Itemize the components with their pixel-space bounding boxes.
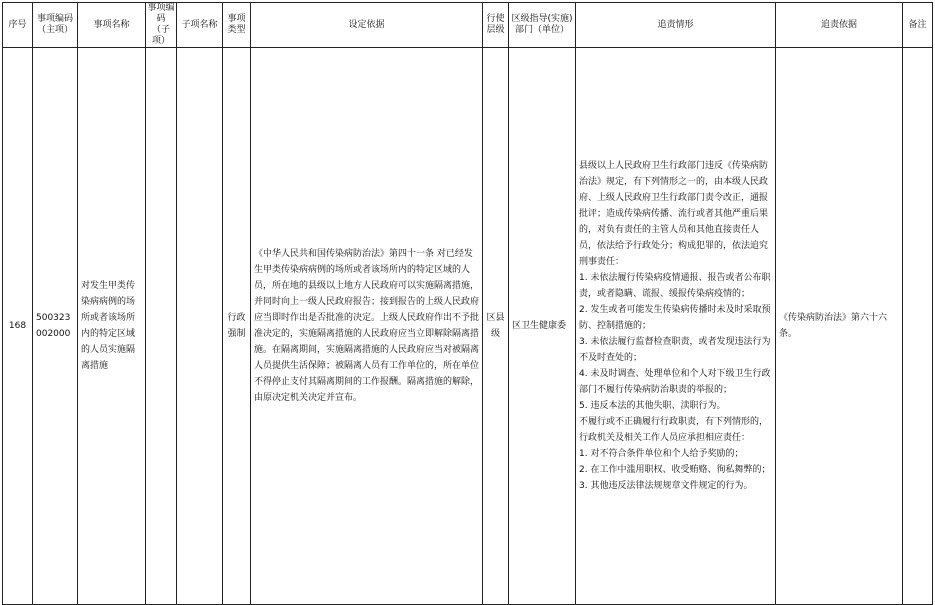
table-row [3,48,933,605]
basis-text: 《中华人民共和国传染病防治法》第四十一条 对已经发生甲类传染病病例的场所或者该场所内的特定区域的人员，所在地的县级以上地方人民政府可以实施隔离措施，并同时向上一级人民政府报告；接到报告的上级人民政府应当即时作出是否批准的决定。上级人民政府作出不予批准决定的，实施隔离措施的人民政府应当立即解除隔离措施。在隔离期间，实施隔离措施的人民政府应当对被隔离人员提供生活保障；被隔离人员有工作单位的，所在单位不得停止支付其隔离期间的工作报酬。隔离措施的解除，由原决定机关决定并宣布。 [254,249,480,403]
header-accountability-basis: 追责依据 [776,3,903,48]
circumstance-line: 不履行或不正确履行行政职责，有下列情形的，行政机关及相关工作人员应承担相应责任： [579,417,769,443]
cell-dept: 区卫生健康委 [509,48,576,605]
header-dept: 区级指导(实施)部门（单位） [509,3,576,48]
header-code-main: 事项编码 （主项） [33,3,78,48]
cell-sub-name [177,48,223,605]
circumstance-line: 3. 其他违反法律法规规章文件规定的行为。 [579,481,753,491]
header-name: 事项名称 [78,3,146,48]
cell-code-sub [146,48,177,605]
header-row [3,3,933,48]
header-level: 行使层级 [483,3,509,48]
cell-seq: 168 [3,48,33,605]
cell-type: 行政强制 [223,48,251,605]
circumstance-line: 2. 在工作中滥用职权、收受贿赂、徇私舞弊的； [579,465,771,475]
circumstance-line: 5. 违反本法的其他失职、渎职行为。 [579,401,726,411]
header-circumstances: 追责情形 [576,3,776,48]
header-type: 事项类型 [223,3,251,48]
header-basis: 设定依据 [251,3,483,48]
cell-code-main: 500323002000 [33,48,78,605]
cell-accountability-basis: 《传染病防治法》第六十六条。 [776,48,903,605]
cell-circumstances [576,48,776,605]
circumstance-line: 3. 未依法履行监督检查职责，或者发现违法行为不及时查处的； [579,337,771,363]
cell-name: 对发生甲类传染病病例的场所或者该场所内的特定区域的人员实施隔离措施 [78,48,146,605]
circumstance-line: 2. 发生或者可能发生传染病传播时未及时采取预防、控制措施的； [579,305,771,331]
circumstance-line: 县级以上人民政府卫生行政部门违反《传染病防治法》规定，有下列情形之一的，由本级人民政府、上级人民政府卫生行政部门责令改正，通报批评；造成传染病传播、流行或者其他严重后果的，对负有责任的主管人员和其他直接责任人员，依法给予行政处分；构成犯罪的，依法追究刑事责任： [579,161,769,267]
circumstance-line: 4. 未及时调查、处理单位和个人对下级卫生行政部门不履行传染病防治职责的举报的； [579,369,771,395]
cell-level: 区县级 [483,48,509,605]
header-sub-name: 子项名称 [177,3,223,48]
circumstance-line: 1. 未依法履行传染病疫情通报、报告或者公布职责，或者隐瞒、谎报、缓报传染病疫情的； [579,273,771,299]
circumstance-line: 1. 对不符合条件单位和个人给予奖励的； [579,449,744,459]
header-code-sub: 事项编码 （子项） [147,3,175,46]
header-seq: 序号 [3,3,33,48]
matter-table [2,2,933,605]
cell-remarks [903,48,933,605]
header-remarks: 备注 [903,3,933,48]
cell-basis [251,48,483,605]
